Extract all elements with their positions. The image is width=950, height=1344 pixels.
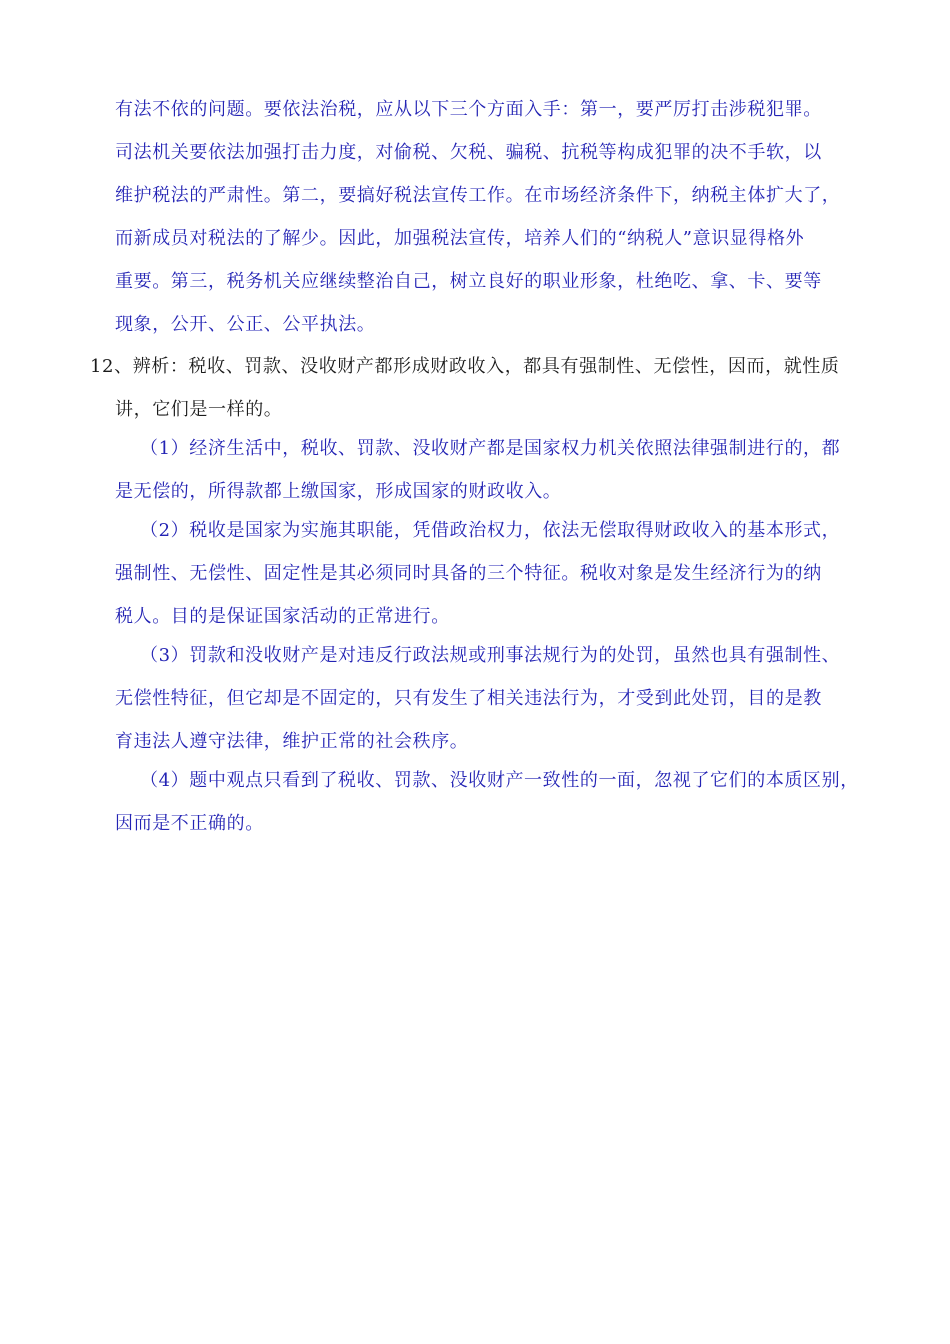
- answer-text-line: 现象，公开、公正、公平执法。: [115, 314, 376, 335]
- answer-12-paragraph-2-line: （2）税收是国家为实施其职能，凭借政治权力，依法无偿取得财政收入的基本形式，: [140, 520, 841, 541]
- answer-12-paragraph-4-line: （4）题中观点只看到了税收、罚款、没收财产一致性的一面，忽视了它们的本质区别，: [140, 770, 859, 791]
- answer-text-line: 而新成员对税法的了解少。因此，加强税法宣传，培养人们的“纳税人”意识显得格外: [115, 228, 805, 249]
- answer-text-line: 维护税法的严肃性。第二，要搞好税法宣传工作。在市场经济条件下，纳税主体扩大了，: [115, 185, 841, 206]
- answer-12-paragraph-3-line: （3）罚款和没收财产是对违反行政法规或刑事法规行为的处罚，虽然也具有强制性、: [140, 645, 841, 666]
- answer-12-paragraph-3-line: 无偿性特征，但它却是不固定的，只有发生了相关违法行为，才受到此处罚，目的是教: [115, 688, 822, 709]
- answer-12-paragraph-1-line: （1）经济生活中，税收、罚款、没收财产都是国家权力机关依照法律强制进行的，都: [140, 438, 841, 459]
- answer-12-paragraph-1-line: 是无偿的，所得款都上缴国家，形成国家的财政收入。: [115, 481, 562, 502]
- answer-12-paragraph-2-line: 税人。目的是保证国家活动的正常进行。: [115, 606, 450, 627]
- question-12-line: 12、辨析：税收、罚款、没收财产都形成财政收入，都具有强制性、无偿性，因而，就性质: [90, 356, 840, 377]
- answer-text-line: 有法不依的问题。要依法治税，应从以下三个方面入手：第一，要严厉打击涉税犯罪。: [115, 99, 822, 120]
- answer-12-paragraph-2-line: 强制性、无偿性、固定性是其必须同时具备的三个特征。税收对象是发生经济行为的纳: [115, 563, 822, 584]
- answer-text-line: 重要。第三，税务机关应继续整治自己，树立良好的职业形象，杜绝吃、拿、卡、要等: [115, 271, 822, 292]
- answer-text-line: 司法机关要依法加强打击力度，对偷税、欠税、骗税、抗税等构成犯罪的决不手软，以: [115, 142, 822, 163]
- answer-12-paragraph-3-line: 育违法人遵守法律，维护正常的社会秩序。: [115, 731, 469, 752]
- question-12-line: 讲，它们是一样的。: [115, 399, 283, 420]
- answer-12-paragraph-4-line: 因而是不正确的。: [115, 813, 264, 834]
